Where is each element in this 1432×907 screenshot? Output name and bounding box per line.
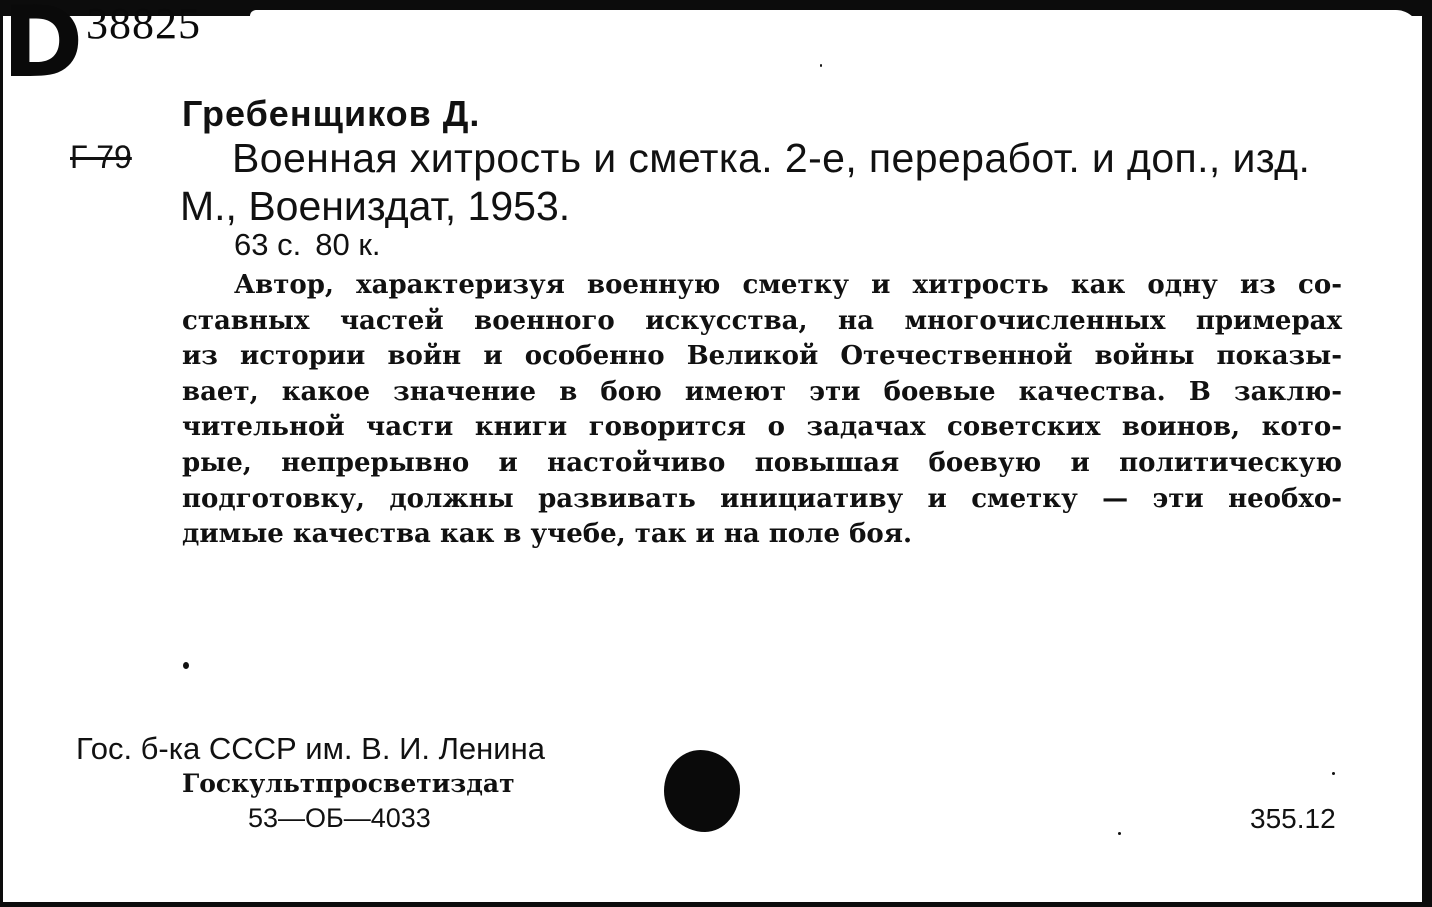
annotation-line: чительной части книги говорится о задачах советских воинов, кото- <box>182 412 1342 443</box>
annotation-line: из истории войн и особенно Великой Отечественной войны показы- <box>182 341 1342 372</box>
library-name: Гос. б-ка СССР им. В. И. Ленина <box>76 731 545 766</box>
annotation-line: димые качества как в учебе, так и на поле боя. <box>182 519 913 550</box>
annotation-text <box>182 268 1342 553</box>
card-publisher: Госкультпросветиздат <box>182 769 515 798</box>
annotation-line: рые, непрерывно и настойчиво повышая боевую и политическую <box>182 447 1342 478</box>
shelfmark-number: 38825 <box>86 0 201 48</box>
scan-border-bottom <box>0 902 1432 907</box>
ink-speck <box>1118 832 1121 835</box>
author-heading: Гребенщиков Д. <box>182 93 481 134</box>
ink-speck <box>183 662 189 669</box>
annotation-line: Автор, характеризуя военную сметку и хитрость как одну из со- <box>234 270 1342 300</box>
shelfmark-letter: D <box>2 0 80 100</box>
imprint: М., Воениздат, 1953. <box>180 183 571 229</box>
book-title: Военная хитрость и сметка. 2-е, переработ. и доп., изд. <box>232 135 1311 181</box>
collation <box>234 228 395 262</box>
punch-hole <box>664 750 740 832</box>
card-top-edge <box>250 10 1420 40</box>
annotation-line: подготовку, должны развивать инициативу и сметку — эти необхо- <box>182 483 1342 514</box>
scan-border-right <box>1422 0 1432 907</box>
price: 80 к. <box>315 227 381 262</box>
ink-speck <box>1332 772 1335 775</box>
order-code: 53—ОБ—4033 <box>248 803 431 833</box>
classification-code: 355.12 <box>1250 803 1336 834</box>
page-count: 63 с. <box>234 227 302 262</box>
ink-speck <box>820 64 822 67</box>
annotation-line: вает, какое значение в бою имеют эти боевые качества. В заклю- <box>182 376 1342 407</box>
annotation-line: ставных частей военного искусства, на многочисленных примерах <box>182 305 1342 336</box>
scan-border-left <box>0 0 3 907</box>
call-number: Г 79 <box>70 139 132 175</box>
